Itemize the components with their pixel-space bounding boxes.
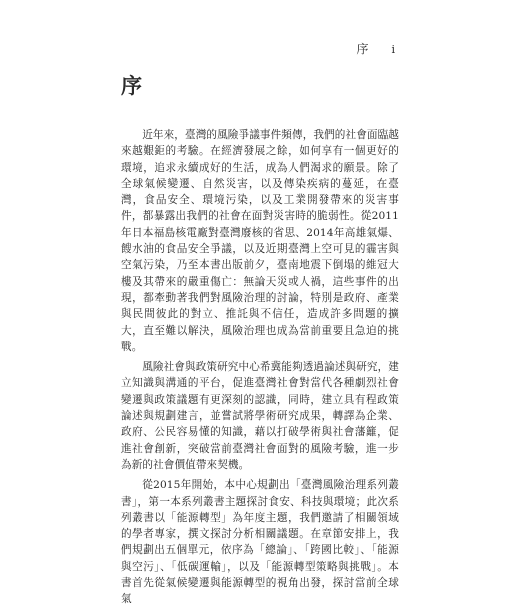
paragraph: 從2015年開始，本中心規劃出「臺灣風險治理系列叢書」，第一本系列叢書主題探討食安、科技與環境；此次系列叢書以「能源轉型」為年度主題，我們邀請了相關領域的學者專家，撰文探討分析相關議題。在章節安排上，我們規劃出五個單元，依序為「總論」、「跨國比較」、「能源與空污」、「低碳運輸」，以及「能源轉型策略與挑戰」。本書首先從氣候變遷與能源轉型的視角出發，探討當前全球氣 [121,479,399,606]
page-number: i [391,43,396,56]
running-head-title: 序 [356,42,370,56]
body-text [121,127,399,612]
running-head [356,40,396,57]
paragraph: 風險社會與政策研究中心希冀能夠透過論述與研究，建立知識與溝通的平台，促進臺灣社會對當代各種劇烈社會變遷與政策議題有更深刻的認識，同時，建立具有程政策論述與規劃建言，並嘗試將學術研究成果，轉譯為企業、政府、公民容易懂的知識，藉以打破學術與社會藩籬，促進社會創新，突破當前臺灣社會面對的風險考驗，進一步為新的社會價值帶來契機。 [121,361,399,471]
chapter-title: 序 [121,74,142,98]
paragraph: 近年來，臺灣的風險爭議事件頻傳，我們的社會面臨越來越艱鉅的考驗。在經濟發展之餘，如何享有一個更好的環境，追求永續成好的生活，成為人們渴求的願景。除了全球氣候變遷、自然災害，以及傳染疾病的蔓延，在臺灣，食品安全、環境污染，以及工業開發帶來的災害事件，都暴露出我們的社會在面對災害時的脆弱性。從2011年日本福島核電廠對臺灣廢核的省思、2014年高雄氣爆、餿水油的食品安全爭議，以及近期臺灣上空可見的霾害與空氣污染，乃至本書出版前夕，臺南地震下倒塌的維冠大樓及其帶來的嚴重傷亡：無論天災或人禍，這些事件的出現，都牽動著我們對風險治理的討論，特別是政府、產業與民間彼此的對立、推託與不信任，造成許多問題的擴大，直至難以解決，風險治理也成為當前重要且急迫的挑戰。 [121,129,399,353]
